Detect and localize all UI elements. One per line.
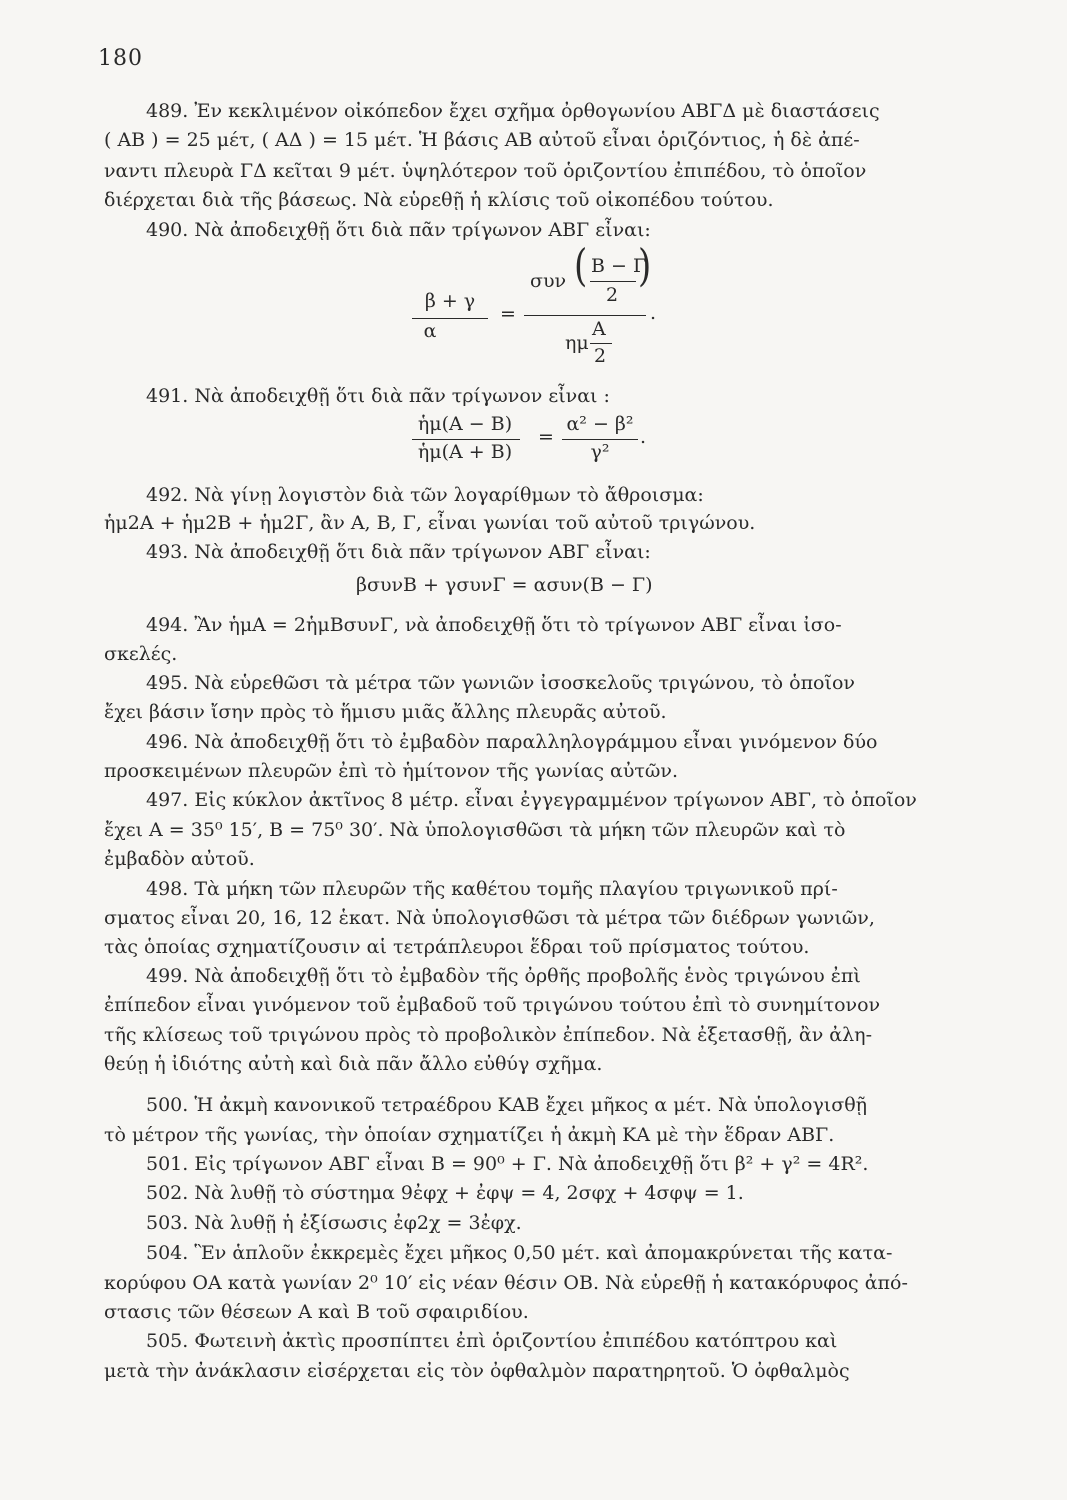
problem-505-line-2: μετὰ τὴν ἀνάκλασιν εἰσέρχεται εἰς τὸν ὀφθαλμὸν παρατηρητοῦ. Ὁ ὀφθαλμὸς [104, 1360, 850, 1382]
formula-490-paren-left: ( [574, 240, 588, 292]
formula-491-lhs-numerator: ἡμ(Α − Β) [417, 413, 513, 435]
problem-499-line-2: ἐπίπεδον εἶναι γινόμενον τοῦ ἐμβαδοῦ τοῦ τριγώνου τούτου ἐπὶ τὸ συνημίτονον [104, 994, 881, 1016]
formula-490-rhs-num-den: 2 [606, 284, 619, 306]
formula-490-end: . [650, 302, 657, 324]
formula-490-equals: = [500, 303, 516, 325]
formula-491-end: . [640, 426, 647, 448]
problem-489-line-2: ( ΑΒ ) = 25 μέτ, ( ΑΔ ) = 15 μέτ. Ἡ βάσις ΑΒ αὐτοῦ εἶναι ὁριζόντιος, ἡ δὲ ἀπέ- [104, 129, 860, 151]
problem-489-line-3: ναντι πλευρὰ ΓΔ κεῖται 9 μέτ. ὑψηλότερον τοῦ ὁριζοντίου ἐπιπέδου, τὸ ὁποῖον [104, 160, 867, 182]
formula-491-equals: = [538, 426, 554, 448]
problem-496-line-1: 496. Νὰ ἀποδειχθῇ ὅτι τὸ ἐμβαδὸν παραλληλογράμμου εἶναι γινόμενον δύο [146, 731, 878, 753]
problem-497-line-1: 497. Εἰς κύκλον ἀκτῖνος 8 μέτρ. εἶναι ἐγγεγραμμένον τρίγωνον ΑΒΓ, τὸ ὁποῖον [146, 789, 917, 811]
problem-495-line-1: 495. Νὰ εὑρεθῶσι τὰ μέτρα τῶν γωνιῶν ἰσοσκελοῦς τριγώνου, τὸ ὁποῖον [146, 672, 855, 694]
problem-492-line-1: 492. Νὰ γίνῃ λογιστὸν διὰ τῶν λογαρίθμων τὸ ἄθροισμα: [146, 484, 704, 506]
problem-499-line-4: θεύῃ ἡ ἰδιότης αὐτὴ καὶ διὰ πᾶν ἄλλο εὐθύγ σχῆμα. [104, 1053, 603, 1075]
formula-490-rhs-num-func: συν [530, 270, 567, 292]
formula-493: βσυνΒ + γσυνΓ = ασυν(Β − Γ) [356, 574, 653, 596]
page-number: 180 [98, 46, 143, 71]
problem-490-line-1: 490. Νὰ ἀποδειχθῇ ὅτι διὰ πᾶν τρίγωνον ΑΒΓ εἶναι: [146, 219, 651, 241]
problem-498-line-1: 498. Τὰ μήκη τῶν πλευρῶν τῆς καθέτου τομῆς πλαγίου τριγωνικοῦ πρί- [146, 878, 838, 900]
problem-503-line-1: 503. Νὰ λυθῇ ἡ ἐξίσωσις ἐφ2χ = 3ἐφχ. [146, 1212, 522, 1234]
formula-490-rhs-den-func: ημ [565, 332, 589, 354]
problem-491-line-1: 491. Νὰ ἀποδειχθῇ ὅτι διὰ πᾶν τρίγωνον εἶναι : [146, 385, 610, 407]
problem-492-line-2: ἡμ2Α + ἡμ2Β + ἡμ2Γ, ἂν Α, Β, Γ, εἶναι γωνίαι τοῦ αὐτοῦ τριγώνου. [104, 512, 756, 534]
formula-490-lhs-denominator: α [423, 320, 437, 342]
problem-497-line-2: ἔχει Α = 35⁰ 15′, Β = 75⁰ 30′. Νὰ ὑπολογισθῶσι τὰ μήκη τῶν πλευρῶν καὶ τὸ [104, 819, 846, 841]
problem-501-line-1: 501. Εἰς τρίγωνον ΑΒΓ εἶναι Β = 90⁰ + Γ. Νὰ ἀποδειχθῇ ὅτι β² + γ² = 4R². [146, 1153, 869, 1175]
problem-496-line-2: προσκειμένων πλευρῶν ἐπὶ τὸ ἡμίτονον τῆς γωνίας αὐτῶν. [104, 760, 679, 782]
problem-493-line-1: 493. Νὰ ἀποδειχθῇ ὅτι διὰ πᾶν τρίγωνον ΑΒΓ εἶναι: [146, 541, 651, 563]
formula-491-rhs-denominator: γ² [590, 441, 610, 463]
problem-505-line-1: 505. Φωτεινὴ ἀκτὶς προσπίπτει ἐπὶ ὁριζοντίου ἐπιπέδου κατόπτρου καὶ [146, 1330, 838, 1352]
problem-494-line-1: 494. Ἂν ἡμΑ = 2ἡμΒσυνΓ, νὰ ἀποδειχθῇ ὅτι τὸ τρίγωνον ΑΒΓ εἶναι ἰσο- [146, 614, 842, 636]
problem-498-line-3: τὰς ὁποίας σχηματίζουσιν αἱ τετράπλευροι ἕδραι τοῦ πρίσματος τούτου. [104, 936, 810, 958]
problem-504-line-2: κορύφου ΟΑ κατὰ γωνίαν 2⁰ 10′ εἰς νέαν θέσιν ΟΒ. Νὰ εὑρεθῇ ἡ κατακόρυφος ἀπό- [104, 1272, 908, 1294]
formula-490-lhs-numerator: β + γ [424, 290, 476, 312]
problem-489-line-1: 489. Ἐν κεκλιμένον οἰκόπεδον ἔχει σχῆμα ὀρθογωνίου ΑΒΓΔ μὲ διαστάσεις [146, 100, 880, 122]
formula-490-rhs-den-den: 2 [594, 345, 607, 367]
problem-499-line-1: 499. Νὰ ἀποδειχθῇ ὅτι τὸ ἐμβαδὸν τῆς ὀρθῆς προβολῆς ἑνὸς τριγώνου ἐπὶ [146, 965, 861, 987]
problem-498-line-2: σματος εἶναι 20, 16, 12 ἑκατ. Νὰ ὑπολογισθῶσι τὰ μέτρα τῶν διέδρων γωνιῶν, [104, 907, 875, 929]
problem-504-line-3: στασις τῶν θέσεων Α καὶ Β τοῦ σφαιριδίου. [104, 1301, 529, 1323]
problem-500-line-2: τὸ μέτρον τῆς γωνίας, τὴν ὁποίαν σχηματίζει ἡ ἀκμὴ ΚΑ μὲ τὴν ἕδραν ΑΒΓ. [104, 1124, 835, 1146]
formula-490-rhs-den-arg: Α [592, 318, 606, 340]
formula-491-rhs-numerator: α² − β² [566, 413, 634, 435]
problem-504-line-1: 504. Ἓν ἁπλοῦν ἐκκρεμὲς ἔχει μῆκος 0,50 μέτ. καὶ ἀπομακρύνεται τῆς κατα- [146, 1242, 893, 1264]
problem-489-line-4: διέρχεται διὰ τῆς βάσεως. Νὰ εὑρεθῇ ἡ κλίσις τοῦ οἰκοπέδου τούτου. [104, 189, 774, 211]
problem-499-line-3: τῆς κλίσεως τοῦ τριγώνου πρὸς τὸ προβολικὸν ἐπίπεδον. Νὰ ἐξετασθῇ, ἂν ἀλη- [104, 1024, 872, 1046]
problem-500-line-1: 500. Ἡ ἀκμὴ κανονικοῦ τετραέδρου ΚΑΒ ἔχει μῆκος α μέτ. Νὰ ὑπολογισθῇ [146, 1094, 868, 1116]
problem-495-line-2: ἔχει βάσιν ἴσην πρὸς τὸ ἥμισυ μιᾶς ἄλλης πλευρᾶς αὐτοῦ. [104, 701, 667, 723]
formula-491-lhs-denominator: ἡμ(Α + Β) [417, 441, 513, 463]
problem-502-line-1: 502. Νὰ λυθῇ τὸ σύστημα 9ἐφχ + ἐφψ = 4, 2σφχ + 4σφψ = 1. [146, 1182, 744, 1204]
problem-497-line-3: ἐμβαδὸν αὐτοῦ. [104, 848, 255, 870]
problem-494-line-2: σκελές. [104, 643, 178, 665]
formula-490-rhs-num-arg: Β − Γ [591, 255, 647, 277]
formula-490-paren-right: ) [638, 240, 652, 292]
